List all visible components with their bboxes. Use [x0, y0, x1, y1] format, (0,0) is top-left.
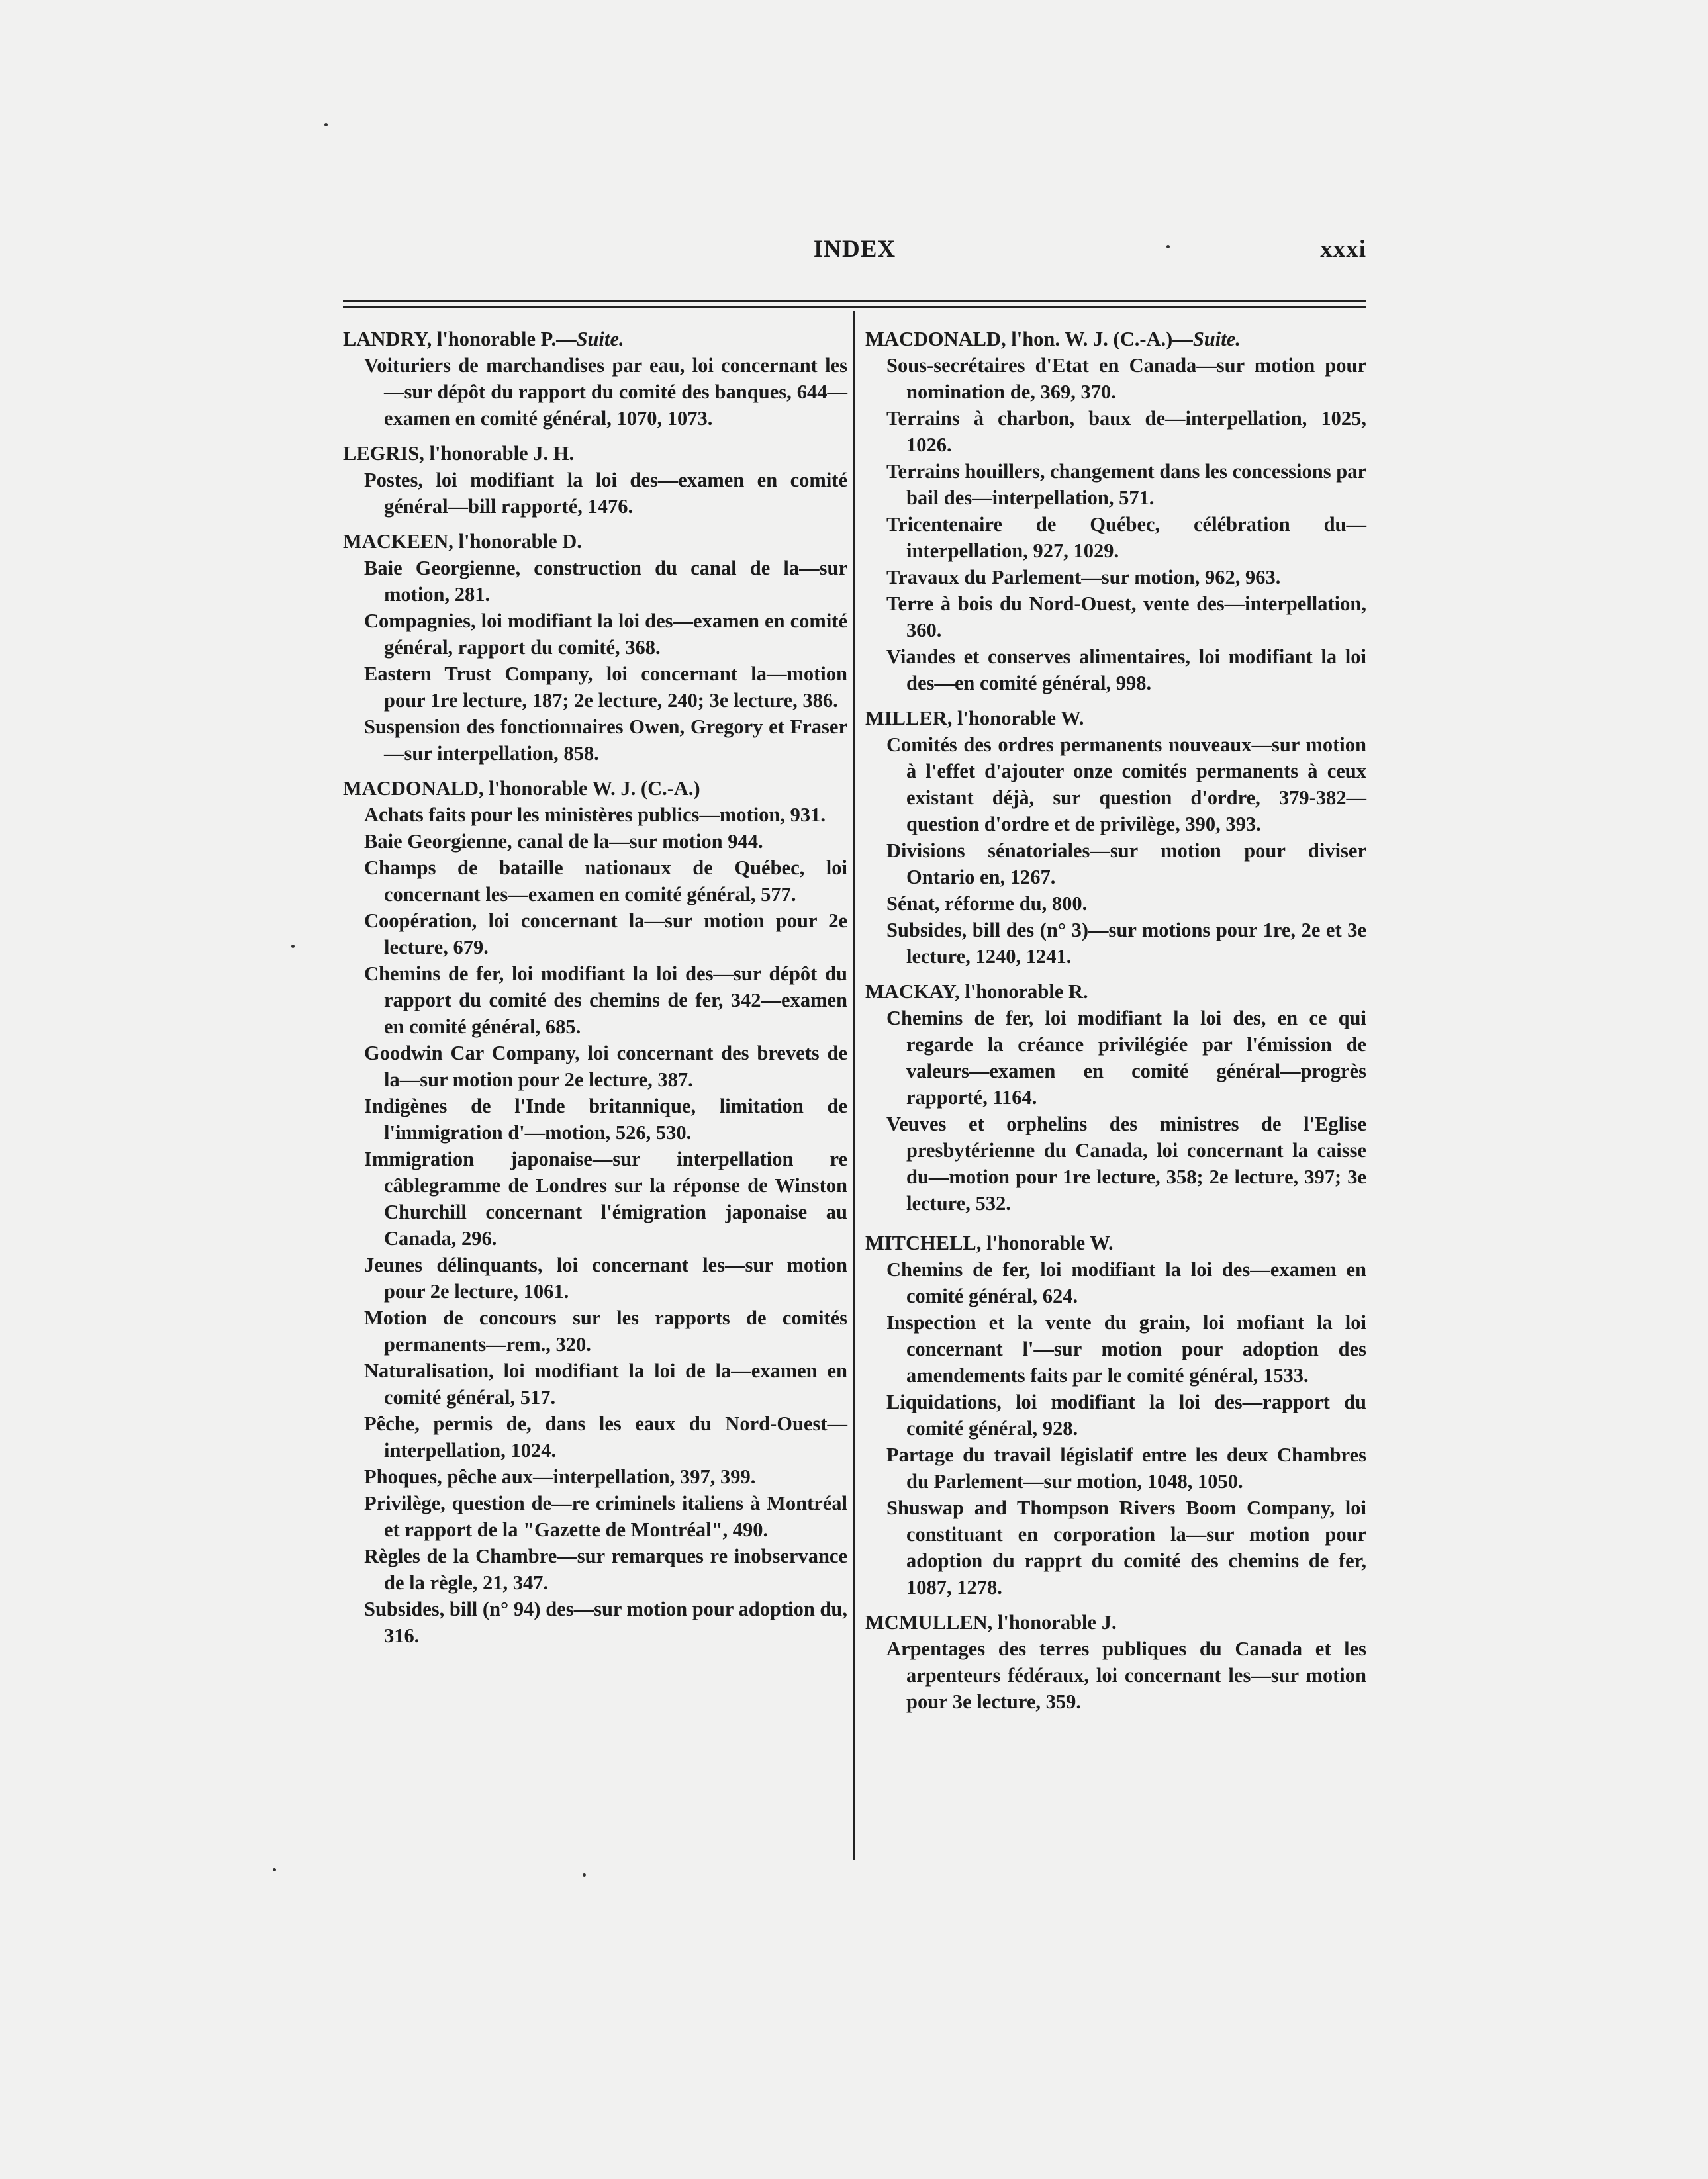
index-entry — [865, 1230, 1366, 1600]
entry-item: Subsides, bill (n° 94) des—sur motion pour adoption du, 316. — [364, 1598, 847, 1647]
scan-speck — [1166, 245, 1170, 248]
entry-item: Shuswap and Thompson Rivers Boom Company, loi constituant en corporation la—sur motion pour adoption du rapprt du comité des chemins de fer, 1087, 1278. — [886, 1497, 1366, 1599]
entry-name: MILLER, l'honorable W. — [865, 707, 1084, 729]
entry-item: Motion de concours sur les rapports de comités permanents—rem., 320. — [364, 1307, 847, 1356]
index-entry — [865, 326, 1366, 696]
entry-item: Chemins de fer, loi modifiant la loi des—sur dépôt du rapport du comité des chemins de fer, 342—examen en comité général, 685. — [364, 962, 847, 1038]
entry-item: Postes, loi modifiant la loi des—examen en comité général—bill rapporté, 1476. — [364, 469, 847, 518]
entry-name: LEGRIS, l'honorable J. H. — [343, 442, 575, 465]
scan-speck — [273, 1868, 276, 1871]
entry-name: MACDONALD, l'honorable W. J. (C.-A.) — [343, 777, 700, 800]
index-entry — [865, 1609, 1366, 1715]
entry-name: MACKAY, l'honorable R. — [865, 980, 1088, 1003]
left-column — [343, 326, 847, 1657]
entry-item: Eastern Trust Company, loi concernant la—motion pour 1re lecture, 187; 2e lecture, 240; 3e lecture, 386. — [364, 663, 847, 712]
entry-item: Coopération, loi concernant la—sur motion pour 2e lecture, 679. — [364, 909, 847, 958]
entry-item: Terre à bois du Nord-Ouest, vente des—interpellation, 360. — [886, 592, 1366, 641]
entry-item: Arpentages des terres publiques du Canada et les arpenteurs fédéraux, loi concernant les—sur motion pour 3e lecture, 359. — [886, 1638, 1366, 1713]
entry-item: Goodwin Car Company, loi concernant des brevets de la—sur motion pour 2e lecture, 387. — [364, 1042, 847, 1091]
scan-speck — [324, 123, 328, 126]
index-entry — [343, 440, 847, 520]
entry-item: Sous-secrétaires d'Etat en Canada—sur motion pour nomination de, 369, 370. — [886, 354, 1366, 403]
scan-speck — [583, 1873, 586, 1877]
column-divider — [853, 311, 855, 1860]
entry-item: Champs de bataille nationaux de Québec, loi concernant les—examen en comité général, 577. — [364, 857, 847, 905]
entry-item: Comités des ordres permanents nouveaux—sur motion à l'effet d'ajouter onze comités permanents à ceux existant déjà, sur question d'ordre, 379-382—question d'ordre et de privilège, 390, 393. — [886, 733, 1366, 835]
entry-name: MACDONALD, l'hon. W. J. (C.-A.)—Suite. — [865, 328, 1241, 350]
entry-item: Voituriers de marchandises par eau, loi concernant les—sur dépôt du rapport du comité des banques, 644—examen en comité général, 1070, 1073. — [364, 354, 847, 430]
page-header — [343, 235, 1366, 268]
entry-item: Terrains à charbon, baux de—interpellation, 1025, 1026. — [886, 407, 1366, 456]
entry-item: Subsides, bill des (n° 3)—sur motions pour 1re, 2e et 3e lecture, 1240, 1241. — [886, 919, 1366, 968]
entry-item: Baie Georgienne, construction du canal de la—sur motion, 281. — [364, 557, 847, 606]
entry-item: Naturalisation, loi modifiant la loi de la—examen en comité général, 517. — [364, 1360, 847, 1409]
entry-item: Pêche, permis de, dans les eaux du Nord-Ouest—interpellation, 1024. — [364, 1413, 847, 1461]
entry-item: Divisions sénatoriales—sur motion pour diviser Ontario en, 1267. — [886, 839, 1366, 888]
index-entry — [343, 775, 847, 1649]
index-entry — [343, 528, 847, 766]
entry-item: Veuves et orphelins des ministres de l'Eglise presbytérienne du Canada, loi concernant la caisse du—motion pour 1re lecture, 358; 2e lecture, 397; 3e lecture, 532. — [886, 1113, 1366, 1215]
entry-name: MCMULLEN, l'honorable J. — [865, 1611, 1117, 1634]
entry-item: Partage du travail législatif entre les deux Chambres du Parlement—sur motion, 1048, 1050. — [886, 1444, 1366, 1493]
entry-item: Chemins de fer, loi modifiant la loi des—examen en comité général, 624. — [886, 1258, 1366, 1307]
entry-item: Sénat, réforme du, 800. — [886, 892, 1088, 915]
entry-item: Travaux du Parlement—sur motion, 962, 963. — [886, 566, 1281, 588]
entry-item: Chemins de fer, loi modifiant la loi des, en ce qui regarde la créance privilégiée par l'émission de valeurs—examen en comité général—progrès rapporté, 1164. — [886, 1007, 1366, 1109]
entry-item: Baie Georgienne, canal de la—sur motion 944. — [364, 830, 763, 853]
entry-item: Inspection et la vente du grain, loi mofiant la loi concernant l'—sur motion pour adoption des amendements faits par le comité général, 1533. — [886, 1311, 1366, 1387]
page-title: INDEX — [813, 236, 896, 263]
entry-item: Jeunes délinquants, loi concernant les—sur motion pour 2e lecture, 1061. — [364, 1254, 847, 1303]
entry-item: Liquidations, loi modifiant la loi des—rapport du comité général, 928. — [886, 1391, 1366, 1440]
entry-item: Achats faits pour les ministères publics—motion, 931. — [364, 804, 826, 826]
page-number: xxxi — [1320, 236, 1366, 263]
entry-name: MITCHELL, l'honorable W. — [865, 1232, 1114, 1254]
entry-item: Suspension des fonctionnaires Owen, Gregory et Fraser—sur interpellation, 858. — [364, 716, 847, 765]
entry-name: LANDRY, l'honorable P.—Suite. — [343, 328, 624, 350]
entry-item: Privilège, question de—re criminels italiens à Montréal et rapport de la "Gazette de Montréal", 490. — [364, 1492, 847, 1541]
entry-item: Phoques, pêche aux—interpellation, 397, 399. — [364, 1465, 756, 1488]
right-column — [865, 326, 1366, 1724]
entry-name: MACKEEN, l'honorable D. — [343, 530, 582, 553]
entry-item: Immigration japonaise—sur interpellation re câblegramme de Londres sur la réponse de Winston Churchill concernant l'émigration japonaise au Canada, 296. — [364, 1148, 847, 1250]
header-double-rule — [343, 300, 1366, 308]
entry-item: Indigènes de l'Inde britannique, limitation de l'immigration d'—motion, 526, 530. — [364, 1095, 847, 1144]
scan-speck — [291, 945, 295, 948]
entry-item: Viandes et conserves alimentaires, loi modifiant la loi des—en comité général, 998. — [886, 645, 1366, 694]
index-entry — [343, 326, 847, 432]
entry-item: Tricentenaire de Québec, célébration du—interpellation, 927, 1029. — [886, 513, 1366, 562]
entry-item: Terrains houillers, changement dans les concessions par bail des—interpellation, 571. — [886, 460, 1366, 509]
index-entry — [865, 978, 1366, 1217]
index-entry — [865, 705, 1366, 970]
entry-item: Règles de la Chambre—sur remarques re inobservance de la règle, 21, 347. — [364, 1545, 847, 1594]
entry-item: Compagnies, loi modifiant la loi des—examen en comité général, rapport du comité, 368. — [364, 610, 847, 659]
